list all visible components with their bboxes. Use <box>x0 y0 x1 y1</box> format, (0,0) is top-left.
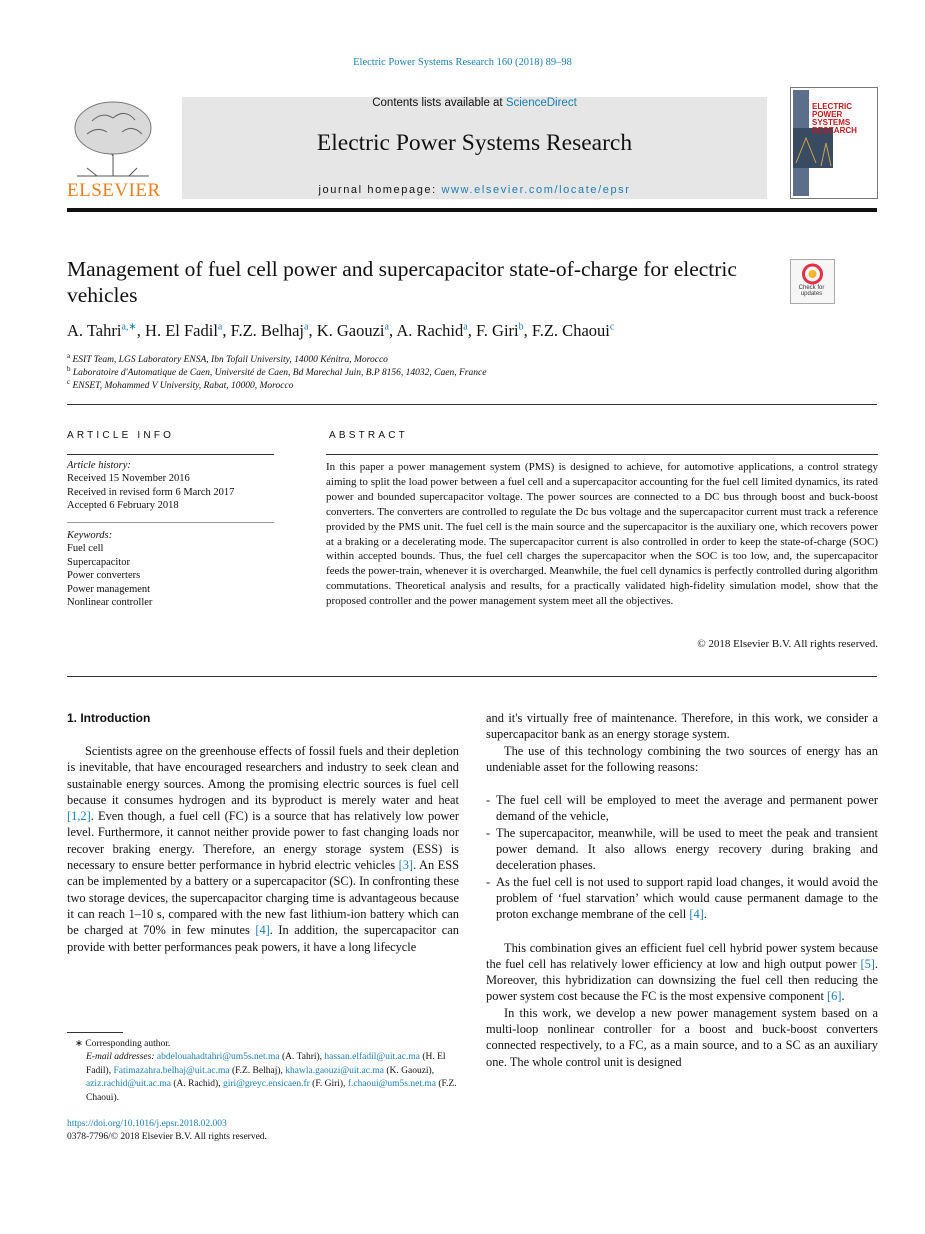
body-text: . <box>703 907 707 922</box>
homepage-prefix: journal homepage: <box>318 184 442 196</box>
copyright: © 2018 Elsevier B.V. All rights reserved. <box>697 638 878 650</box>
body-text: . Moreover, this hybridization can downsizing the fuel cell then reducing the power system cost because the FC is the most expensive component <box>486 956 878 1004</box>
email-link[interactable]: Fatimazahra.belhaj@uit.ac.ma <box>113 1065 230 1076</box>
list-item <box>486 874 878 923</box>
affiliation-marker[interactable]: a,∗ <box>121 321 137 333</box>
body-text: . <box>841 989 845 1004</box>
divider <box>326 454 878 455</box>
email-addresses <box>67 1051 467 1105</box>
article-history <box>67 459 274 513</box>
history-item: Received 15 November 2016 <box>67 473 190 485</box>
issn-line: 0378-7796/© 2018 Elsevier B.V. All rights reserved. <box>67 1132 267 1143</box>
author-separator: , <box>467 321 476 340</box>
author-separator: , <box>523 321 532 340</box>
email-link[interactable]: aziz.rachid@uit.ac.ma <box>86 1079 171 1090</box>
left-column <box>67 743 459 955</box>
author-separator: , <box>222 321 231 340</box>
affiliation-b: $^b$ Laboratoire d'Automatique de Caen, Université de Caen, Bd Marechal Juin, B.P 8156, 14032, Caen, France <box>67 365 487 379</box>
keyword: Nonlinear controller <box>67 597 153 609</box>
affiliation-marker[interactable]: a <box>217 321 223 333</box>
abstract-text: In this paper a power management system (PMS) is designed to achieve, for automotive applications, a control strategy aiming to split the load power between a fuel cell and a supercapacitor accounting for the fuel cell limited dynamics, its rated power and bounded supercapacitor voltage. The power sources are connected to a DC bus through boost and buck-boost converters. The converters are controlled to regulate the Dc bus voltage and the supercapacitor current must track a reference provided by the PMS unit. The fuel cell is the main source and the supercapacitor is the auxiliary one, which recovers power at a braking or a decelerating mode. The supercapacitor current is also controlled in order to keep the state-of-charge (SOC) within accepted bounds. Thus, the fuel cell charges the supercapacitor when the SOC is too low, and, the supercapacitor feeds the power-train, whenever it is overcharged. Meanwhile, the fuel cell dynamics is perfectly controlled during algorithm commutations. Theoretical analysis and results, for a practically validated high-fidelity simulation model, show that the proposed controller and the power management system meet all the objectives. <box>326 461 878 608</box>
email-owner: (A. Tahri), <box>279 1052 325 1063</box>
doi-link[interactable]: https://doi.org/10.1016/j.epsr.2018.02.003 <box>67 1119 227 1129</box>
header-rule <box>67 208 877 212</box>
section-heading-introduction: 1. Introduction <box>67 711 151 725</box>
contents-prefix: Contents lists available at <box>372 97 506 109</box>
affiliation-marker[interactable]: b <box>518 321 524 333</box>
divider <box>67 454 274 455</box>
paragraph: and it's virtually free of maintenance. Therefore, in this work, we consider a supercapacitor bank as an energy storage system. <box>486 711 878 742</box>
sciencedirect-link[interactable]: ScienceDirect <box>505 97 577 109</box>
elsevier-wordmark: ELSEVIER <box>67 180 161 201</box>
email-link[interactable]: giri@greyc.ensicaen.fr <box>222 1079 310 1090</box>
journal-reference[interactable]: Electric Power Systems Research 160 (2018) 89–98 <box>353 57 572 68</box>
affiliation-marker[interactable]: a <box>384 321 389 333</box>
email-owner: (A. Rachid), <box>170 1079 223 1090</box>
crossmark-label: Check for updates <box>798 285 825 297</box>
list-item <box>486 792 878 825</box>
journal-title: Electric Power Systems Research <box>316 130 633 156</box>
keyword: Power management <box>67 583 151 595</box>
author-name[interactable]: A. Rachid <box>396 321 464 340</box>
paragraph <box>486 940 878 1005</box>
email-link[interactable]: abdelouahadtahri@um5s.net.ma <box>156 1052 280 1063</box>
doi-block <box>67 1118 467 1145</box>
author-name[interactable]: A. Tahri <box>67 321 122 340</box>
affiliation-marker[interactable]: c <box>609 321 615 333</box>
contents-line <box>182 97 767 109</box>
author-list <box>67 321 877 341</box>
author-name[interactable]: F.Z. Chaoui <box>531 321 610 340</box>
body-text: As the fuel cell is not used to support rapid load changes, it would avoid the problem of ‘fuel starvation’ which would cause permanent damage to the proton exchange membrane of the cell <box>496 874 878 922</box>
body-text: . In addition, the supercapacitor can provide with better performances peak powers, it have a long lifecycle <box>67 923 460 954</box>
email-label: E-mail addresses: <box>86 1052 155 1063</box>
article-title: Management of fuel cell power and supercapacitor state-of-charge for electric vehicles <box>67 257 737 307</box>
keywords <box>67 529 274 609</box>
keyword: Power converters <box>67 570 141 582</box>
keywords-label: Keywords: <box>67 530 113 541</box>
affiliation-marker[interactable]: a <box>463 321 468 333</box>
email-link[interactable]: hassan.elfadil@uit.ac.ma <box>324 1052 420 1063</box>
keyword: Fuel cell <box>67 543 104 555</box>
body-text: The supercapacitor, meanwhile, will be used to meet the peak and transient power demand. It also allows energy recovery during braking and deceleration phases. <box>496 825 878 873</box>
citation-link[interactable]: [1,2] <box>67 809 91 824</box>
body-text: . An ESS can be implemented by a battery or a supercapacitor (SC). In confronting these two storage devices, the supercapacitor charging time is advantageous because it can reach 1–10 s, compared with the new fast lithium-ion battery which can be charged at 70% in few minutes <box>67 858 459 938</box>
history-label: Article history: <box>67 460 131 471</box>
article-info-heading: ARTICLE INFO <box>67 430 175 441</box>
footnotes <box>67 1038 467 1105</box>
paragraph: In this work, we develop a new power management system based on a multi-loop nonlinear controller for a boost and buck-boost converters connected respectively, to a FC, as a main source, and to a SC as an auxiliary one. The whole control unit is designed <box>486 1005 878 1069</box>
author-name[interactable]: F. Giri <box>475 321 519 340</box>
list-item <box>486 825 878 874</box>
author-name[interactable]: K. Gaouzi <box>316 321 385 340</box>
divider <box>67 676 877 677</box>
keyword: Supercapacitor <box>67 556 130 568</box>
body-text: The fuel cell will be employed to meet the average and permanent power demand of the vehicle, <box>496 793 878 824</box>
author-separator: , <box>308 321 317 340</box>
citation-link[interactable]: [6] <box>827 989 842 1004</box>
body-text: This combination gives an efficient fuel cell hybrid power system because the fuel cell has relatively lower efficiency at low and high output power <box>486 940 878 971</box>
email-link[interactable]: khawla.gaouzi@uit.ac.ma <box>285 1065 384 1076</box>
cover-title: ELECTRIC POWER SYSTEMS RESEARCH <box>812 102 857 135</box>
history-item: Accepted 6 February 2018 <box>67 500 179 512</box>
right-column <box>486 710 878 1070</box>
check-for-updates-button[interactable] <box>790 259 835 304</box>
divider <box>67 404 877 405</box>
affiliation-c: $^c$ ENSET, Mohammed V University, Rabat, 10000, Morocco <box>67 378 294 392</box>
citation-link[interactable]: [4] <box>255 923 270 938</box>
paragraph <box>67 743 459 955</box>
author-name[interactable]: F.Z. Belhaj <box>230 321 304 340</box>
footnote-rule <box>67 1032 123 1033</box>
email-owner: (F.Z. Belhaj), <box>229 1065 286 1076</box>
citation-link[interactable]: [3] <box>398 858 414 873</box>
email-owner: (F. Giri), <box>309 1079 348 1090</box>
author-separator: , <box>388 321 397 340</box>
email-owner: (H. El Fadil), <box>86 1052 446 1076</box>
paragraph: The use of this technology combining the two sources of energy has an undeniable asset for the following reasons: <box>486 743 878 774</box>
citation-link[interactable]: [4] <box>689 907 704 922</box>
email-owner: (F.Z. Chaoui). <box>86 1079 457 1103</box>
citation-link[interactable]: [5] <box>860 956 875 971</box>
affiliation-marker[interactable]: a <box>304 321 309 333</box>
affiliation-a: $^a$ ESIT Team, LGS Laboratory ENSA, Ibn Tofail University, 14000 Kénitra, Morocco <box>67 352 388 366</box>
corresponding-author-note: ∗ Corresponding author. <box>75 1039 171 1049</box>
author-name[interactable]: H. El Fadil <box>145 321 218 340</box>
email-owner: (K. Gaouzi), <box>383 1065 435 1076</box>
homepage-link[interactable]: www.elsevier.com/locate/epsr <box>441 184 631 196</box>
journal-homepage <box>182 184 767 196</box>
history-item: Received in revised form 6 March 2017 <box>67 486 235 498</box>
email-link[interactable]: f.chaoui@um5s.net.ma <box>347 1079 436 1090</box>
body-text: Scientists agree on the greenhouse effects of fossil fuels and their depletion is inevitable, that have encouraged researchers and industry to seek clean and sustainable energy sources. Among the promising electric sources is fuel cell because it consumes hydrogen and its byproduct is merely water and heat <box>67 744 459 807</box>
abstract-heading: ABSTRACT <box>329 430 408 441</box>
author-separator: , <box>136 321 146 340</box>
body-text: . Even though, a fuel cell (FC) is a source that has relatively low power level. Furthermore, it cannot neither provide power to fast changing loads nor recover braking energy. Therefore, an energy storage system (ESS) is necessary to ensure better performance in hybrid electric vehicles <box>67 809 459 873</box>
divider <box>67 522 274 523</box>
